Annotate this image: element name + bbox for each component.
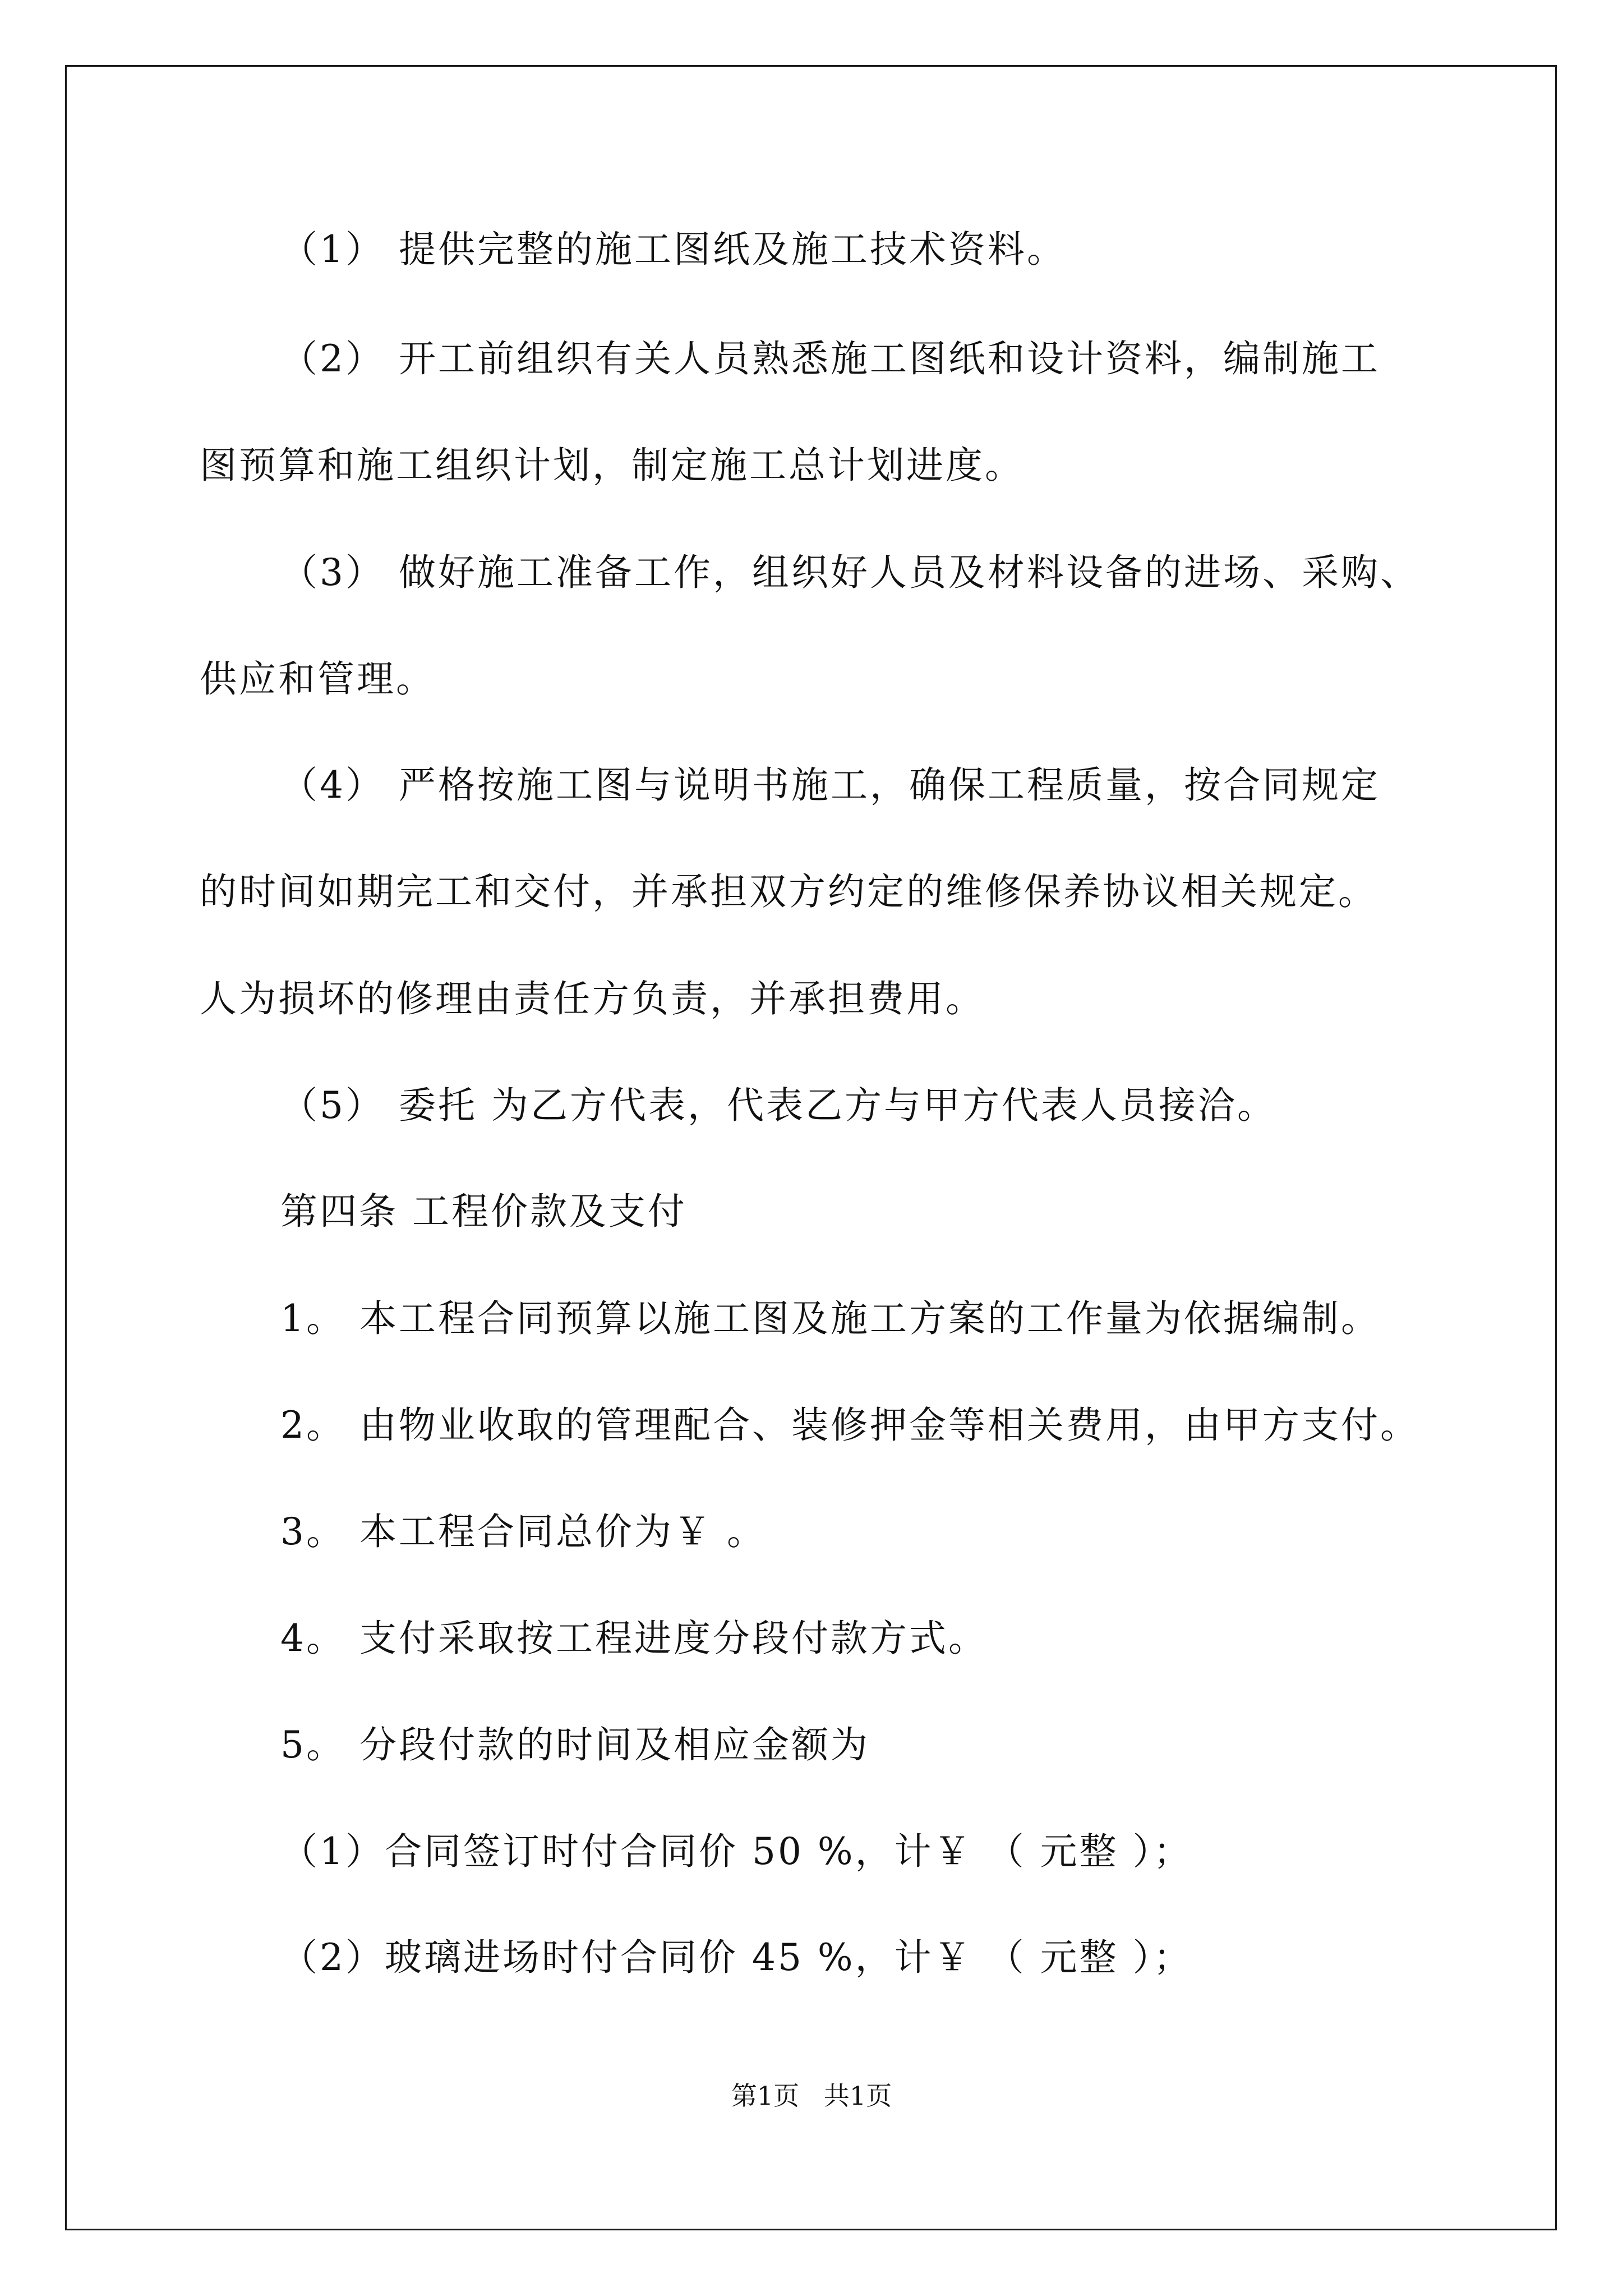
- clause-1: 1。 本工程合同预算以施工图及施工方案的工作量为依据编制。: [280, 1297, 1380, 1340]
- text-line-continuation: 人为损坏的修理由责任方负责，并承担费用。: [200, 977, 985, 1020]
- text-line-continuation: 供应和管理。: [200, 657, 435, 701]
- text-line-item-5: （5） 委托 为乙方代表，代表乙方与甲方代表人员接洽。: [280, 1084, 1276, 1127]
- payment-item-1: （1）合同签订时付合同价 50 %，计￥ （ 元整 ）；: [280, 1830, 1193, 1873]
- clause-5: 5。 分段付款的时间及相应金额为: [280, 1723, 870, 1766]
- text-line-continuation: 的时间如期完工和交付，并承担双方约定的维修保养协议相关规定。: [200, 870, 1377, 913]
- section-heading: 第四条 工程价款及支付: [280, 1190, 687, 1233]
- clause-3: 3。 本工程合同总价为￥ 。: [280, 1510, 766, 1553]
- page-border: [65, 65, 1557, 2230]
- text-line-continuation: 图预算和施工组织计划，制定施工总计划进度。: [200, 444, 1024, 487]
- text-line-item-4: （4） 严格按施工图与说明书施工，确保工程质量，按合同规定: [280, 763, 1380, 807]
- payment-item-2: （2）玻璃进场时付合同价 45 %，计￥ （ 元整 ）；: [280, 1936, 1193, 1979]
- text-line-item-3: （3） 做好施工准备工作，组织好人员及材料设备的进场、采购、: [280, 551, 1419, 594]
- clause-4: 4。 支付采取按工程进度分段付款方式。: [280, 1617, 988, 1660]
- clause-2: 2。 由物业收取的管理配合、装修押金等相关费用，由甲方支付。: [280, 1404, 1419, 1447]
- text-line-item-2: （2） 开工前组织有关人员熟悉施工图纸和设计资料，编制施工: [280, 337, 1380, 380]
- page-footer: 第1页 共1页: [731, 2081, 892, 2111]
- text-line-item-1: （1） 提供完整的施工图纸及施工技术资料。: [280, 228, 1066, 271]
